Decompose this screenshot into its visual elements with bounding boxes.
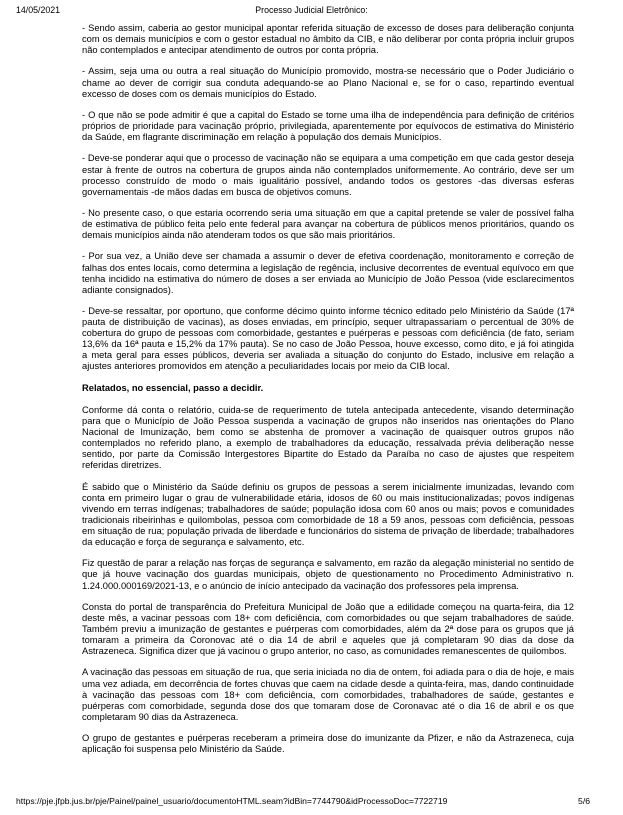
section-heading: Relatados, no essencial, passo a decidir.: [82, 382, 264, 393]
paragraph-excess-doses: - Sendo assim, caberia ao gestor municipal apontar referida situação de excesso de doses para deliberação conjunta com os demais municípios e com o gestor estadual no âmbito da CIB, e não deliberar por conta própria incluir grupos não contemplados e antecipar atendimento de outros por conta própria.: [82, 23, 574, 56]
page-header: [16, 5, 607, 19]
paragraph-report-summary: Conforme dá conta o relatório, cuida-se de requerimento de tutela antecipada antecedente, visando determinação para que o Município de João Pessoa suspenda a vacinação de grupos não inseridos nas orientações do Plano Nacional de Imunização, bem como se abstenha de promover a vacinação de quaisquer outros grupos não contemplados no referido plano, a exemplo de trabalhadores da educação, ressalvada prévia deliberação nesse sentido, por parte da Comissão Intergestores Bipartite do Estado da Paraíba no caso de ajustes que respeitem referidas diretrizes.: [82, 404, 574, 471]
paragraph-union-coordination: - Por sua vez, a União deve ser chamada a assumir o dever de efetiva coordenação, monitoramento e correção de falhas dos entes locais, como determina a legislação de regência, inclusive decorrentes de eventual equívoco em que tenha incidido na estimativa do número de doses a ser enviada ao Município de João Pessoa (vide esclarecimentos adiante consignados).: [82, 251, 574, 295]
paragraph-not-competition: - Deve-se ponderar aqui que o processo de vacinação não se equipara a uma competição em que cada gestor deseja estar à frente de outros na cobertura de grupos ainda não contemplados uniformemente. Ao contrário, deve ser um processo construído de modo o mais igualitário possível, andando todos os gestores -das diversas esferas governamentais -de mãos dadas em busca de objetivos comuns.: [82, 153, 574, 197]
document-url: https://pje.jfpb.jus.br/pje/Painel/painel_usuario/documentoHTML.seam?idBin=7744790&idProcessoDoc=7722719: [16, 796, 448, 806]
paragraph-capital-independence: - O que não se pode admitir é que a capital do Estado se torne uma ilha de independência para definição de critérios próprios de prioridade para vacinação próprio, privilegiada, aparentemente por equívocos de estimativa do Ministério da Saúde, em flagrante discriminação em relação à população dos demais Municípios.: [82, 109, 574, 143]
paragraph-transparency-portal: Consta do portal de transparência do Prefeitura Municipal de João que a edilidade começou na quarta-feira, dia 12 deste mês, a vacinar pessoas com 18+ com deficiência, com comorbidades ou que sejam trabalhadores de saúde. Também previu a imunização de gestantes e puérperas com comorbidades, além da 2ª dose para os grupos que já tomaram a primeira da Coronovac até o dia 14 de abril e aqueles que já completaram 90 dias da dose da Astrazeneca. Significa dizer que já vacinou o grupo anterior, no caso, as comunidades remanescentes de quilombos.: [82, 601, 574, 657]
paragraph-homeless-vaccination: A vacinação das pessoas em situação de rua, que seria iniciada no dia de ontem, foi adiada para o dia de hoje, e mais uma vez adiada, em decorrência de fortes chuvas que caem na cidade desde a quinta-feira, mas, dando continuidade à vacinação das pessoas com 18+ com deficiência, com comorbidades, trabalhadores de saúde, gestantes e puérperas com comorbidade, segunda dose dos que tomaram dose de Coronavac até o dia 16 de abril e os que completaram 90 dias da Astrazeneca.: [82, 667, 574, 722]
paragraph-priority-groups: É sabido que o Ministério da Saúde definiu os grupos de pessoas a serem inicialmente imunizadas, levando com conta em primeiro lugar o grau de vulnerabilidade etária, idosos de 60 ou mais institucionalizadas; povos indígenas vivendo em terras indígenas; trabalhadores de saúde; população idosa com 60 anos ou mais; povos e comunidades tradicionais ribeirinhas e quilombolas, pessoa com comorbidade de 18 a 59 anos, pessoas com deficiência, pessoas em situação de rua; população privada de liberdade e funcionários do sistema de privação de liberdade; trabalhadores da educação e força de segurança e salvamento, etc.: [82, 481, 574, 548]
document-body: [82, 23, 574, 766]
document-title: Processo Judicial Eletrônico:: [255, 5, 368, 15]
paragraph-estimation-failure: - No presente caso, o que estaria ocorrendo seria uma situação em que a capital pretende se valer de possível falha de estimativa de público feita pelo ente federal para avançar na cobertura de públicos menos prioritários, quando os demais municípios ainda não atenderam todos os que são mais prioritários.: [82, 207, 574, 241]
print-date: 14/05/2021: [16, 5, 61, 15]
page-number: 5/6: [578, 796, 590, 806]
page-footer: [16, 796, 607, 810]
paragraph-pregnant-women: O grupo de gestantes e puérperas receberam a primeira dose do imunizante da Pfizer, e não da Astrazeneca, cuja aplicação foi suspensa pelo Ministério da Saúde.: [82, 733, 574, 755]
paragraph-security-forces: Fiz questão de parar a relação nas forças de segurança e salvamento, em razão da alegação ministerial no sentido de que já houve vacinação dos guardas municipais, objeto de questionamento no Procedimento Administrativo n. 1.24.000.000169/2021-13, e o anúncio de início antecipado da vacinação dos professores pela imprensa.: [82, 558, 574, 591]
paragraph-judiciary-duty: - Assim, seja uma ou outra a real situação do Município promovido, mostra-se necessário que o Poder Judiciário o chame ao dever de corrigir sua conduta adequando-se ao Plano Nacional e, se for o caso, repartindo eventual excesso de doses com os demais municípios do Estado.: [82, 66, 574, 99]
paragraph-technical-report: - Deve-se ressaltar, por oportuno, que conforme décimo quinto informe técnico editado pelo Ministério da Saúde (17ª pauta de distribuição de vacinas), as doses enviadas, em princípio, sequer ultrapassariam o percentual de 30% de cobertura do grupo de pessoas com comorbidade, gestantes e puérperas e pessoas com deficiência (de fato, seriam 13,6% da 16ª pauta e 15,2% da 17% pauta). Se no caso de João Pessoa, houve excesso, como dito, e já foi atingida a meta geral para esses públicos, deveria ser avaliada a situação do conjunto do Estado, inclusive em relação a ajustes anteriores promovidos em atenção a peculiaridades locais por meio da CIB local.: [82, 306, 574, 372]
